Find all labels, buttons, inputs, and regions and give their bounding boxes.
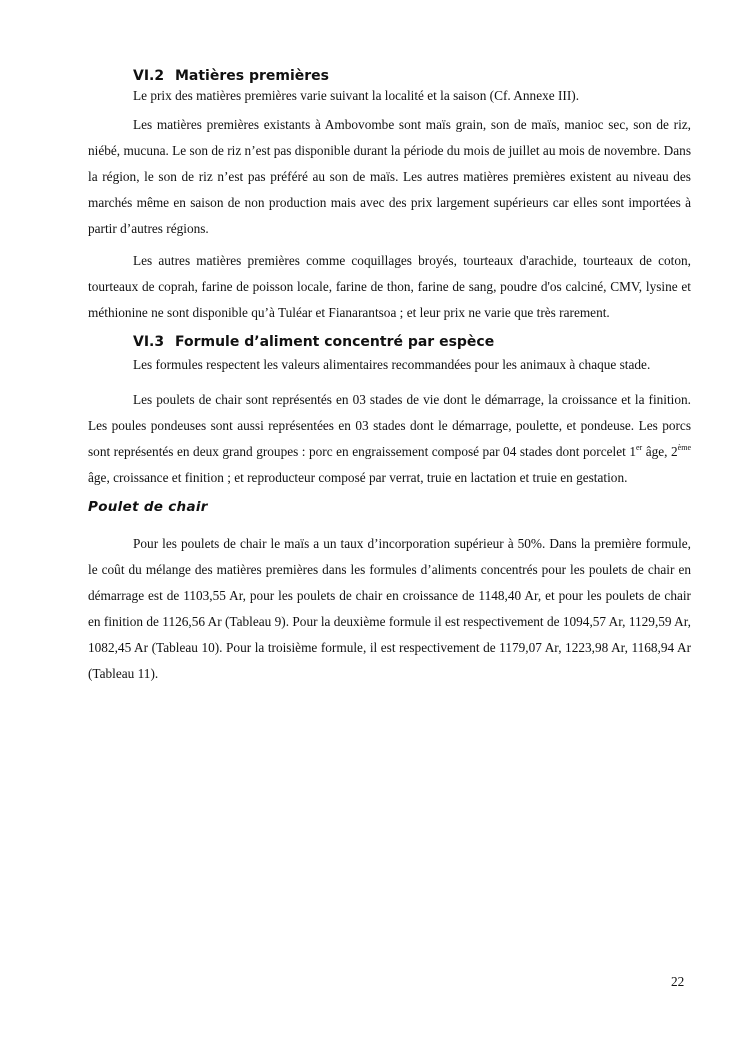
section-title: Matières premières (174, 68, 329, 84)
section-number: VI.2 (133, 68, 165, 84)
page-content (88, 66, 691, 687)
subsection-heading: Poulet de chair (88, 499, 208, 515)
section-heading-vi3 (88, 332, 691, 352)
paragraph: Les autres matières premières comme coquillages broyés, tourteaux d'arachide, tourteaux de coton, tourteaux de coprah, farine de poisson locale, farine de thon, farine de sang, poudre d'os calciné, CMV, lysine et méthionine ne sont disponible qu’à Tuléar et Fianarantsoa ; et leur prix ne varie que très rarement. (88, 253, 691, 320)
page-number: 22 (671, 974, 685, 989)
superscript: er (636, 443, 643, 452)
section-number: VI.3 (133, 334, 165, 350)
superscript: ème (677, 443, 691, 452)
paragraph: Le prix des matières premières varie suivant la localité et la saison (Cf. Annexe III). (133, 88, 580, 103)
section-heading-vi2 (88, 66, 691, 86)
paragraph: Pour les poulets de chair le maïs a un taux d’incorporation supérieur à 50%. Dans la première formule, le coût du mélange des matières premières dans les formules d’aliments concentrés pour les poulets de chair en démarrage est de 1103,55 Ar, pour les poulets de chair en croissance de 1148,40 Ar, et pour les poulets de chair en finition de 1126,56 Ar (Tableau 9). Pour la deuxième formule il est respectivement de 1094,57 Ar, 1129,59 Ar, 1082,45 Ar (Tableau 10). Pour la troisième formule, il est respectivement de 1179,07 Ar, 1223,98 Ar, 1168,94 Ar (Tableau 11). (88, 536, 691, 681)
paragraph: Les formules respectent les valeurs alimentaires recommandées pour les animaux à chaque stade. (133, 357, 651, 372)
paragraph: Les matières premières existants à Ambovombe sont maïs grain, son de maïs, manioc sec, son de riz, niébé, mucuna. Le son de riz n’est pas disponible durant la période du mois de juillet au mois de novembre. Dans la région, le son de riz n’est pas préféré au son de maïs. Les autres matières premières existent au niveau des marchés même en saison de non production mais avec des prix largement supérieurs car elles sont importées à partir d’autres régions. (88, 117, 692, 236)
paragraph: Les poulets de chair sont représentés en 03 stades de vie dont le démarrage, la croissance et la finition. Les poules pondeuses sont aussi représentées en 03 stades dont le démarrage, poulette, et pondeuse. Les porcs sont représentés en deux grand groupes : porc en engraissement composé par 04 stades dont porcelet 1er âge, 2ème âge, croissance et finition ; et reproducteur composé par verrat, truie en lactation et truie en gestation. (88, 392, 691, 485)
section-title: Formule d’aliment concentré par espèce (174, 334, 495, 350)
